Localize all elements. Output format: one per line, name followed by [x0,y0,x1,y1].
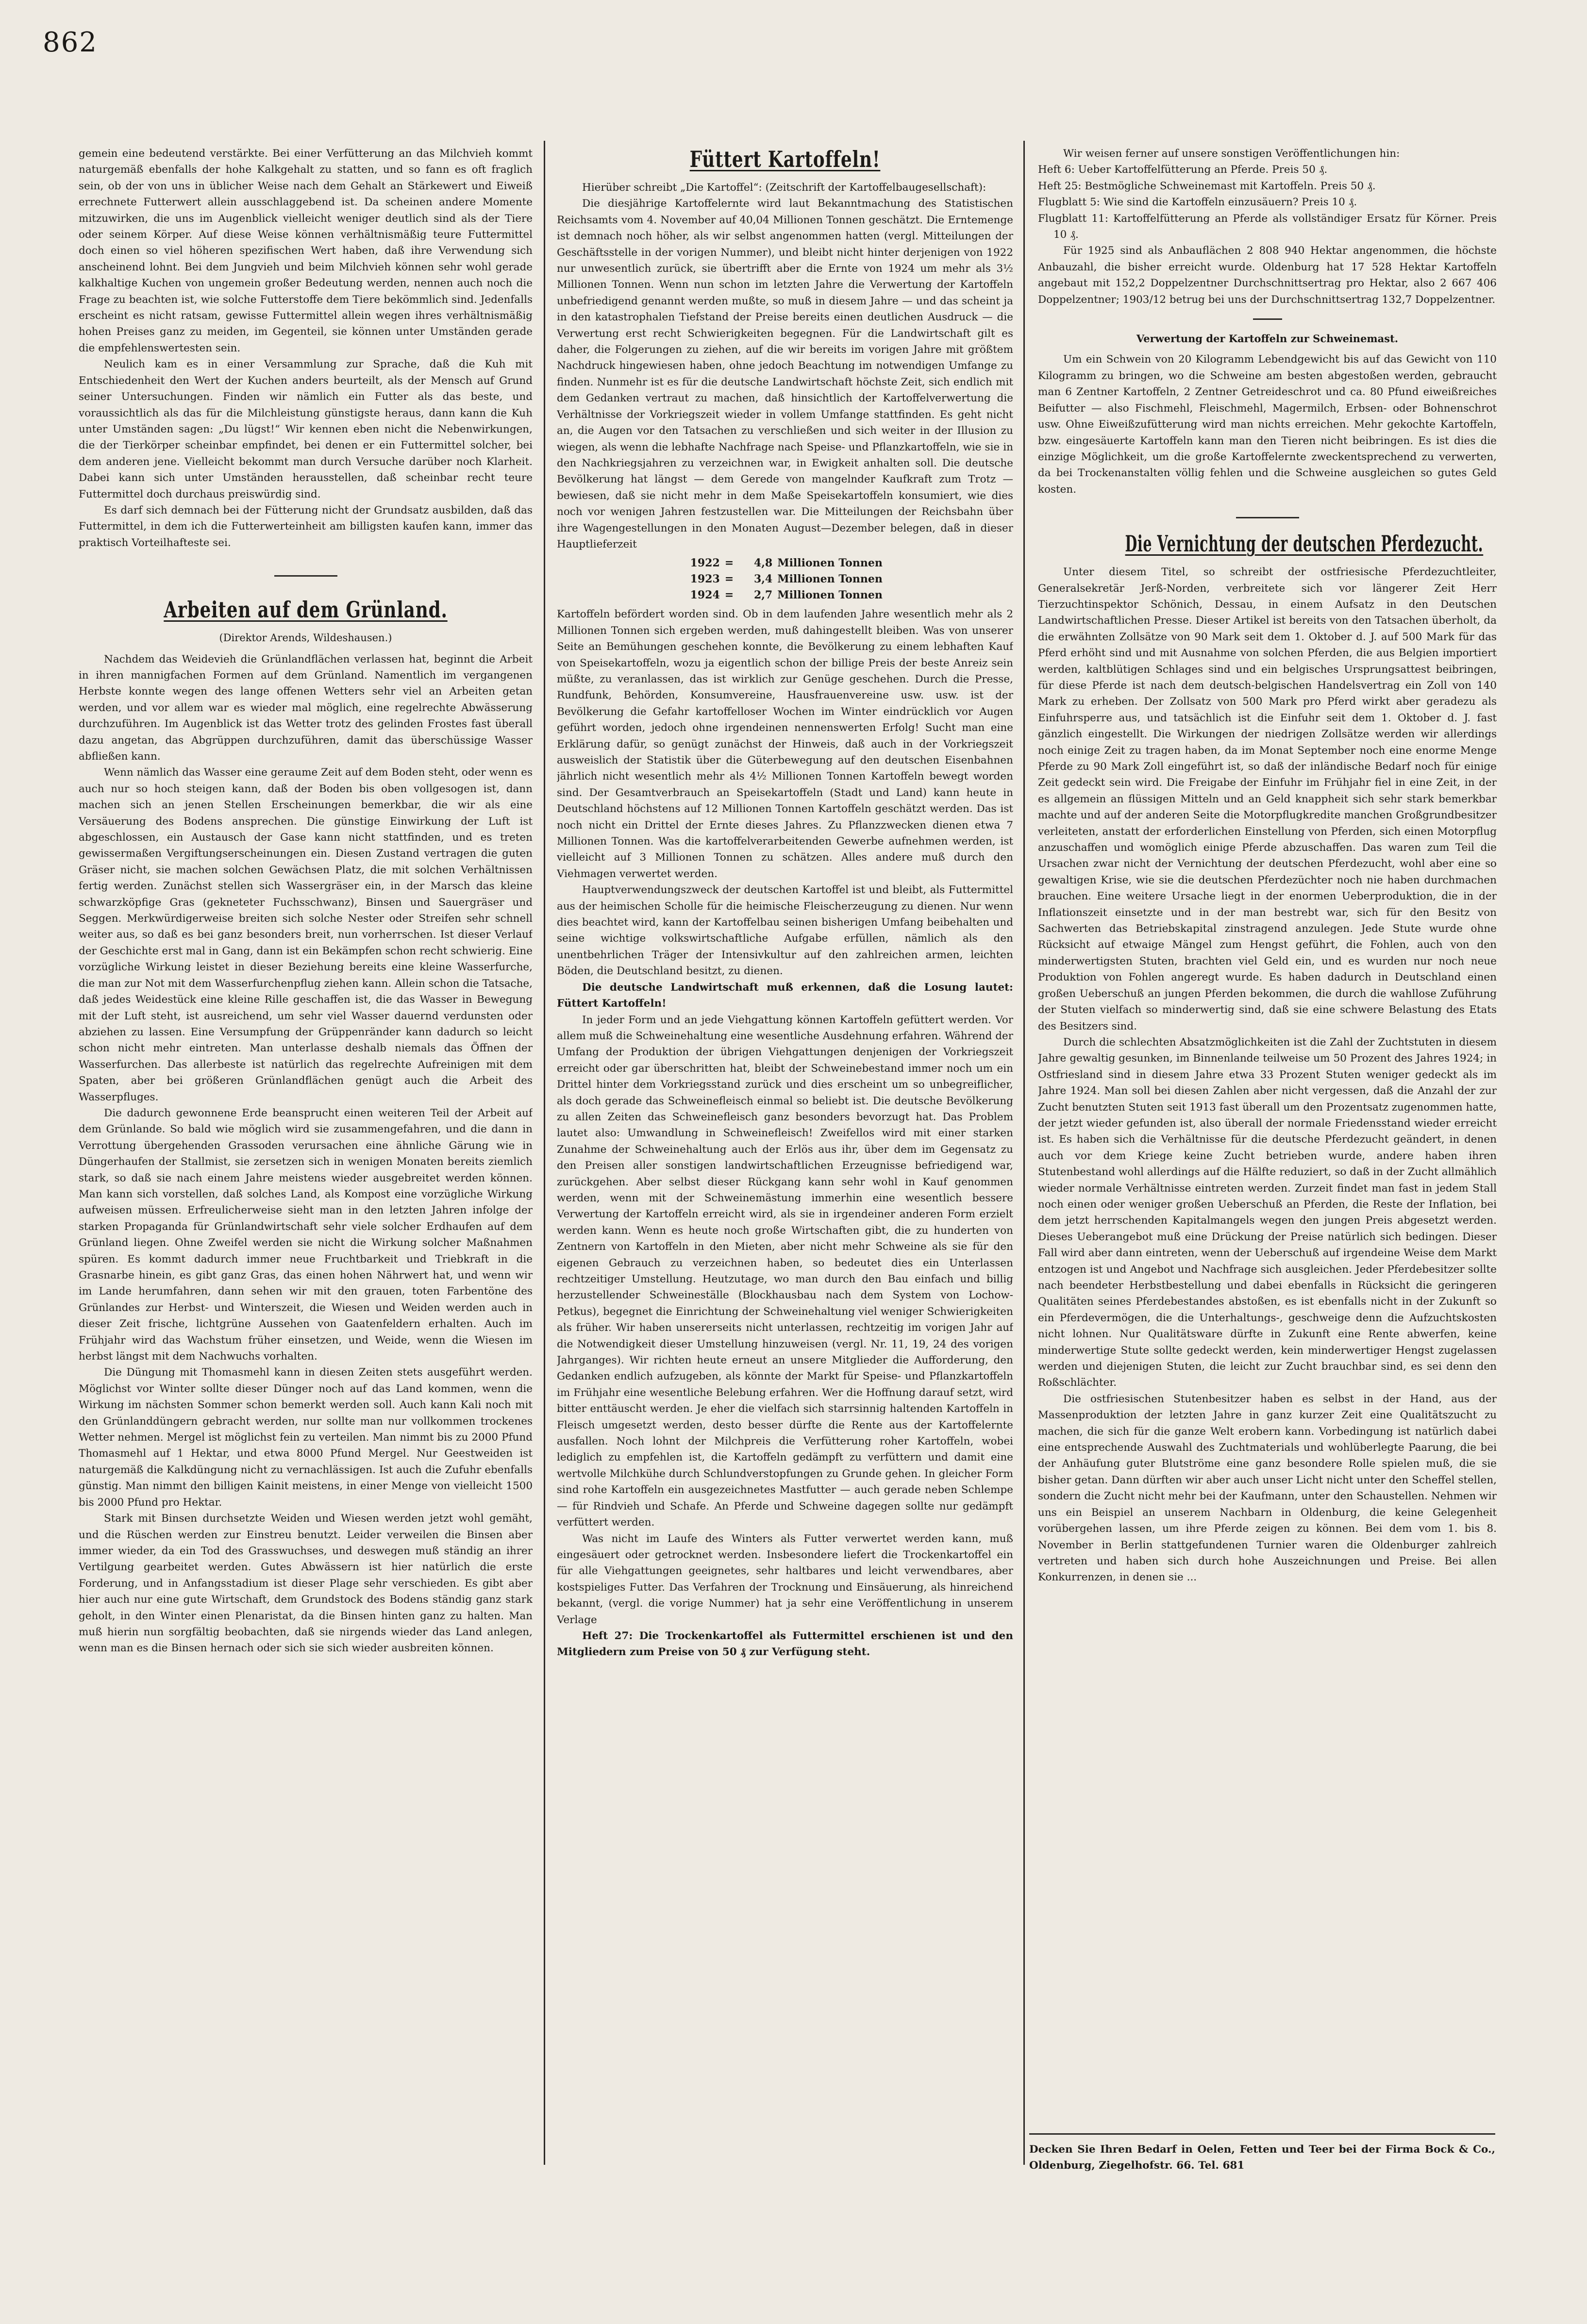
column-1 [79,146,533,2145]
publication-list [1038,162,1497,243]
paragraph: Heft 27: Die Trockenkartoffel als Futtermittel erschienen ist und den Mitgliedern zum Preise von 50 ₰ zur Verfügung steht. [557,1629,1013,1659]
paragraph: Kartoffeln befördert worden sind. Ob in dem laufenden Jahre wesentlich mehr als 2 Millionen Tonnen sich ergeben werden, muß dahingestellt bleiben. Was von unserer Seite an Bemühungen geschehen konnte, die Bevölkerung zu einem lebhaften Kauf von Speisekartoffeln, wozu ja eigentlich schon der billige Preis der beste Anreiz sein müßte, zu veranlassen, das ist wirklich zur Genüge geschehen. Durch die Presse, Rundfunk, Behörden, Konsumvereine, Hausfrauenvereine usw. usw. ist der Bevölkerung die Gefahr kartoffelloser Wochen im Winter eindrücklich vor Augen geführt worden, jedoch ohne irgendeinen nennenswerten Erfolg! Sucht man eine Erklärung dafür, so genügt zunächst der Hinweis, daß auch in der Vorkriegszeit ausweislich der Statistik über die Güterbewegung auf den deutschen Eisenbahnen jährlich nicht wesentlich mehr als 4½ Millionen Tonnen Kartoffeln bewegt worden sind. Der Gesamtverbrauch an Speisekartoffeln (Stadt und Land) kann heute in Deutschland höchstens auf 12 Millionen Tonnen Kartoffeln geschätzt werden. Das ist noch nicht ein Drittel der Ernte dieses Jahres. Zu Pflanzzwecken dienen etwa 7 Millionen Tonnen. Was die kartoffelverarbeitenden Gewerbe aufnehmen werden, ist vielleicht auf 3 Millionen Tonnen zu schätzen. Alles andere muß durch den Viehmagen verwertet werden. [557,608,1013,880]
unit-cell: Millionen Tonnen [777,557,883,570]
paragraph: Um ein Schwein von 20 Kilogramm Lebendgewicht bis auf das Gewicht von 110 Kilogramm zu bringen, wo die Schweine am besten abgestoßen werden, gebraucht man 6 Zentner Kartoffeln, 2 Zentner Getreideschrot und ca. 80 Pfund eiweißreiches Beifutter — also Fischmehl, Fleischmehl, Magermilch, Erbsen- oder Bohnenschrot usw. Ohne Eiweißzufütterung wird man nichts erreichen. Mehr gekochte Kartoffeln, bzw. eingesäuerte Kartoffeln kann man den Tieren nicht beibringen. Es ist dies die einzige Möglichkeit, um die große Kartoffelernte zweckentsprechend zu verwerten, da bei Trockenanstalten völlig fehlen und die Schweine ausgleichen so gutes Geld kosten. [1038,353,1497,496]
separator-rule [274,575,337,577]
column-rule [1023,141,1025,2165]
table-row: 1924 = 2,7 Millionen Tonnen [557,587,1013,603]
value-cell: 2,7 [753,589,773,602]
list-item: Heft 25: Bestmögliche Schweinemast mit Kartoffeln. Preis 50 ₰. [1038,180,1376,192]
value-cell: 4,8 [753,557,773,570]
paragraph: Neulich kam es in einer Versammlung zur Sprache, daß die Kuh mit Entschiedenheit den Wert der Kuchen anders beurteilt, als der Mensch auf Grund seiner Untersuchungen. Finden wir nämlich ein Futter als das beste, und voraussichtlich als das für die Milchleistung günstigste heraus, dann kann die Kuh unter Umständen sagen: „Du lügst!“ Wir kennen eben nicht die Nebenwirkungen, die der Tierkörper scheinbar empfindet, bei denen er ein Futtermittel solcher, bei dem anderen jene. Vielleicht bekommt man durch Versuche darüber noch Klarheit. Dabei kann sich unter Umständen herausstellen, daß scheinbar recht teure Futtermittel doch durchaus preiswürdig sind. [79,358,533,500]
paragraph: Die diesjährige Kartoffelernte wird laut Bekanntmachung des Statistischen Reichsamts vom 4. November auf 40,04 Millionen Tonnen geschätzt. Die Erntemenge ist demnach noch höher, als wir selbst angenommen hatten (vergl. Mitteilungen der Geschäftsstelle in der vorigen Nummer), und bleibt nicht hinter derjenigen von 1922 nur unwesentlich zurück, sie übertrifft aber die Ernte von 1924 um mehr als 3½ Millionen Tonnen. Wenn nun schon im letzten Jahre die Verwertung der Kartoffeln unbefriedigend genannt werden mußte, so muß in diesem Jahre — und das scheint ja in den katastrophalen Tiefstand der Preise bereits einen deutlichen Ausdruck — die Verwertung erst recht Schwierigkeiten begegnen. Für die Landwirtschaft gilt es daher, die Folgerungen zu ziehen, auf die wir bereits im vorigen Jahre mit größtem Nachdruck hingewiesen haben, ohne jedoch Beachtung im notwendigen Umfange zu finden. Nunmehr ist es für die deutsche Landwirtschaft höchste Zeit, sich endlich mit dem Gedanken vertraut zu machen, daß hinsichtlich der Kartoffelverwertung die Verhältnisse der Vorkriegszeit wieder in vollem Umfange stattfinden. Es geht nicht an, die Augen vor den Tatsachen zu verschließen und sich weiter in der Illusion zu wiegen, als wenn die lebhafte Nachfrage nach Speise- und Pflanzkartoffeln, wie sie in den Nachkriegsjahren zu verzeichnen war, in Ewigkeit anhalten soll. Die deutsche Bevölkerung hat längst — dem Gerede von mangelnder Kaufkraft zum Trotz — bewiesen, daß sie nicht mehr in dem Maße Speisekartoffeln konsumiert, wie dies noch vor wenigen Jahren festzustellen war. Die Mitteilungen der Reichsbahn über ihre Wagengestellungen in den Monaten August—Dezember belegen, daß in dieser Hauptlieferzeit [557,198,1013,550]
paragraph: Nachdem das Weidevieh die Grünlandflächen verlassen hat, beginnt die Arbeit in ihren mannigfachen Formen auf dem Grünland. Namentlich im vergangenen Herbste konnte wegen des lange offenen Wetters sehr viel an Arbeiten getan werden, und vor allem war es wieder mal möglich, eine regelrechte Abwässerung durchzuführen. Im Augenblick ist das Wetter trotz des gelinden Frostes fast überall dazu angetan, das Abgrüppen durchzuführen, damit das überschüssige Wasser abfließen kann. [79,653,533,763]
paragraph: In jeder Form und an jede Viehgattung können Kartoffeln gefüttert werden. Vor allem muß die Schweinehaltung eine wesentliche Ausdehnung erfahren. Während der Umfang der Produktion der übrigen Viehgattungen denjenigen der Vorkriegszeit erreicht oder gar überschritten hat, bleibt der Schweinebestand immer noch um ein Drittel hinter dem Vorkriegsstand zurück und dies erscheint um so unbegreiflicher, als doch gerade das Schweinefleisch einmal so beliebt ist. Die deutsche Bevölkerung zu allen Zeiten das Schweinefleisch ganz besonders bevorzugt hat. Das Problem lautet also: Umwandlung in Schweinefleisch! Zweifellos wird mit einer starken Zunahme der Schweinehaltung auch der Erlös aus ihr, über dem im Gegensatz zu den Preisen aller sonstigen landwirtschaftlichen Erzeugnisse befriedigend war, zurückgehen. Aber selbst dieser Rückgang kann sehr wohl in Kauf genommen werden, wenn mit der Schweinemästung immerhin eine wesentlich bessere Verwertung der Kartoffeln erreicht wird, als sie in irgendeiner anderen Form erzielt werden kann. Wenn es heute noch große Wirtschaften gibt, die zu hunderten von Zentnern von Kartoffeln in den Mieten, aber nicht mehr Schweine als sie für den eigenen Gebrauch zu verzeichnen haben, so bedeutet dies ein Unterlassen rechtzeitiger Umstellung. Heutzutage, wo man durch den Bau einfach und billig herzustellender Schweineställe (Blockhausbau nach dem System von Lochow-Petkus), begegnet die Einrichtung der Schweinehaltung viel weniger Schwierigkeiten als früher. Wir haben unsererseits nicht unterlassen, rechtzeitig im vorigen Jahr auf die Notwendigkeit dieser Umstellung hinzuweisen (vergl. Nr. 11, 19, 24 des vorigen Jahrganges). Wir richten heute erneut an unsere Mitglieder die Aufforderung, den Gedanken endlich aufzugeben, als könnte der Markt für Speise- und Pflanzkartoffeln im Frühjahr eine wesentliche Belebung erfahren. Wer die Hoffnung darauf setzt, wird bitter enttäuscht werden. Je eher die vielfach sich starrsinnig haltenden Kartoffeln in Fleisch umgesetzt werden, desto besser dürfte die Rente aus der Kartoffelernte ausfallen. Noch lohnt der Milchpreis die Verfütterung roher Kartoffeln, wobei lediglich zu empfehlen ist, die Kartoffeln gedämpft zu verfüttern und damit eine wertvolle Milchkühe durch Schlundverstopfungen zu Grunde gehen. In gleicher Form sind rohe Kartoffeln ein ausgezeichnetes Mastfutter — auch gerade neben Schlempe — für Rindvieh und Schafe. An Pferde und Schweine dagegen sollte nur gedämpft verfüttert werden. [557,1013,1013,1529]
subheading: Verwertung der Kartoffeln zur Schweinemast. [1136,332,1399,345]
paragraph: Die deutsche Landwirtschaft muß erkennen, daß die Losung lautet: Füttert Kartoffeln! [557,981,1013,1010]
paragraph: Die ostfriesischen Stutenbesitzer haben es selbst in der Hand, aus der Massenproduktion der letzten Jahre in ganz kurzer Zeit eine Qualitätszucht zu machen, die sich für die ganze Welt erobern kann. Vorbedingung ist natürlich dabei eine entsprechende Auswahl des Zuchtmaterials und wohlüberlegte Paarung, die bei der Anhäufung guter Blutströme eine ganz besondere Rolle spielen muß, die sie bisher getan. Dann dürften wir aber auch unser Licht nicht unter den Scheffel stellen, sondern die Zucht nicht mehr bei der Kaufmann, unter den Schaustellen. Nehmen wir uns ein Beispiel an unserem Nachbarn in Oldenburg, die keine Gelegenheit vorübergehen lassen, um ihre Pferde zeigen zu können. Bei dem vom 1. bis 8. November in Berlin stattgefundenen Turnier waren die Oldenburger zahlreich vertreten und haben sich durch hohe Auszeichnungen und Preise. Bei allen Konkurrenzen, in denen sie ... [1038,1393,1497,1584]
article-byline: (Direktor Arends, Wildeshausen.) [219,632,392,644]
paragraph: Was nicht im Laufe des Winters als Futter verwertet werden kann, muß eingesäuert oder getrocknet werden. Insbesondere liefert die Trockenkartoffel ein für alle Viehgattungen geeignetes, sehr haltbares und leicht verwendbares, aber kostspieliges Futter. Das Verfahren der Trocknung und Einsäuerung, als hinreichend bekannt, (vergl. die vorige Nummer) hat ja sehr eine Veröffentlichung in unserem Verlage [557,1532,1013,1626]
paragraph: Hierüber schreibt „Die Kartoffel“: (Zeitschrift der Kartoffelbaugesellschaft): [582,182,986,194]
paragraph: Stark mit Binsen durchsetzte Weiden und Wiesen werden jetzt wohl gemäht, und die Rüschen werden zur Einstreu benutzt. Leider verweilen die Binsen aber immer wieder, da ein Tod des Grasswuchses, und deswegen muß ständig an ihrer Vertilgung gearbeitet werden. Gutes Abwässern ist hier natürlich die erste Forderung, und in Anfangsstadium ist dieser Plage sehr verschieden. Es gibt aber hier auch nur eine gute Wirtschaft, dem Grundstock des Bodens ständig ganz stark geholt, in den Winter einen Plenaristat, da die Binsen hinten ganz zu halten. Man muß hierin nun sorgfältig beobachten, daß sie nirgends wieder das Land anlegen, wenn man es die Binsen hernach oder sich sie sich wieder ausbreiten können. [79,1512,533,1655]
paragraph: Durch die schlechten Absatzmöglichkeiten ist die Zahl der Zuchtstuten in diesem Jahre gewaltig gesunken, im Binnenlande teilweise um 50 Prozent des Jahres 1924; in Ostfriesland sind in diesem Jahre etwa 33 Prozent Stuten weniger gedeckt als im Jahre 1924. Man soll bei diesen Zahlen aber nicht vergessen, daß die Anzahl der zur Zucht benutzten Stuten seit 1913 fast überall um den Prozentsatz zugenommen hatte, der jetzt wieder gefunden ist, also überall der normale Friedensstand wieder erreicht ist. Es haben sich die Verhältnisse für die deutsche Pferdezucht geändert, in denen auch vor dem Kriege keine Zucht betrieben wurde, andere haben ihren Stutenbestand wohl allerdings auf die Hälfte reduziert, so daß in der Zucht allmählich wieder normale Verhältnisse eintreten werden. Zurzeit findet man fast in jedem Stall noch einen oder weniger großen Ueberschuß an Pferden, die Reste der Inflation, bei dem jetzt herrschenden Kapitalmangels wegen den jungen Preis abgesetzt werden. Dieses Ueberangebot muß eine Drückung der Preise natürlich sich bedingen. Dieser Fall wird aber dann eintreten, wenn der Ueberschuß auf irgendeine Weise dem Markt entzogen ist und Angebot und Nachfrage sich ausgleichen. Jeder Pferdebesitzer sollte nach beendeter Herbstbestellung und dabei ebenfalls in Rücksicht die geringeren Qualitäten seines Pferdebestandes abstoßen, es ist ebenfalls nicht in der Zukunft so ein Pferdevermögen, die die Unterhaltungs-, geschweige denn die Aufzuchtskosten nicht lohnen. Nur Qualitätsware dürfte in Zukunft eine Rente abwerfen, keine minderwertige Stute sollte gedeckt werden, kein minderwertiger Hengst zugelassen werden und diejenigen Stuten, die leicht zur Zucht brauchbar sind, es sei denn den Roßschlächter. [1038,1036,1497,1389]
paragraph: Die Düngung mit Thomasmehl kann in diesen Zeiten stets ausgeführt werden. Möglichst vor Winter sollte dieser Dünger noch auf das Land kommen, wenn die Wirkung im nächsten Sommer schon bemerkt werden soll. Auch kann Kali noch mit den Grünlanddüngern gebracht werden, nur sollte man nur vollkommen trockenes Wetter nehmen. Mergel ist möglichst fein zu verteilen. Man nimmt bis zu 2000 Pfund Thomasmehl auf 1 Hektar, und etwa 8000 Pfund Mergel. Nur Geestweiden ist naturgemäß die Kalkdüngung nicht zu vernachlässigen. Ist auch die Zufuhr ebenfalls günstig. Man nimmt den billigen Kainit meistens, in einer Menge von vielleicht 1500 bis 2000 Pfund pro Hektar. [79,1366,533,1509]
paragraph: Unter diesem Titel, so schreibt der ostfriesische Pferdezuchtleiter, Generalsekretär Jerß-Norden, verbreitete sich vor längerer Zeit Herr Tierzuchtinspektor Schönich, Dessau, in einem Aufsatz in den Deutschen Landwirtschaftlichen Presse. Dieser Artikel ist bereits von den Tatsachen überholt, da die erwähnten Zollsätze von 90 Mark seit dem 1. Oktober d. J. auf 500 Mark für das Pferd erhöht sind und mit Ausnahme von solchen Pferden, die aus Belgien importiert werden, kaltblütigen Schlages sind und ein belgisches Ursprungsattest beibringen, für diese Pferde ist nach dem deutsch-belgischen Handelsvertrag ein Zoll von 140 Mark zu erheben. Der Zollsatz von 500 Mark pro Pferd wirkt aber geradezu als Einfuhrsperre aus, und tatsächlich ist die Einfuhr seit dem 1. Oktober d. J. fast gänzlich eingestellt. Die Wirkungen der niedrigen Zollsätze werden wir allerdings noch einige Zeit zu tragen haben, da im Monat September noch eine enorme Menge Pferde zu 90 Mark Zoll eingeführt ist, so daß der inländische Bedarf noch für einige Zeit gedeckt sein wird. Die Freigabe der Einfuhr im Frühjahr fiel in eine Zeit, in der es allgemein an flüssigen Mitteln und an Geld knappheit sich sehr stark bemerkbar machte und auf der anderen Seite die Motorpflugkredite manchen Großgrundbesitzer verleiteten, anstatt der erforderlichen Einstellung von Pferden, sich einen Motorpflug anzuschaffen und womöglich einige Pferde abzuschaffen. Das waren zum Teil die Ursachen zwar nicht der Vernichtung der deutschen Pferdezucht, wohl aber eine so gewaltigen Krise, wie sie die deutschen Pferdezüchter noch nie haben durchmachen brauchen. Eine weitere Ursache liegt in der enormen Ueberproduktion, die in der Inflationszeit einsetzte und in der man bestrebt war, sich für den Besitz von Sachwerten das Betriebskapital zinstragend anzulegen. Jede Stute wurde ohne Rücksicht auf etwaige Mängel zum Hengst geführt, die Fohlen, auch von den minderwertigsten Stuten, brachten viel Geld ein, und es wurden nur noch neue Produktion von Fohlen angeregt wurde. Es haben dadurch in Deutschland einen großen Ueberschuß an jungen Pferden bekommen, die durch die wahllose Zuführung der Stuten vielfach so minderwertig sind, daß sie eine schwere Belastung des Etats des Besitzers sind. [1038,566,1497,1032]
tonnage-table [557,555,1013,603]
column-2 [557,140,1013,2140]
article-title: Arbeiten auf dem Grünland. [164,597,448,623]
separator-rule [1253,318,1282,320]
year-cell: 1922 [690,557,720,570]
paragraph: Die dadurch gewonnene Erde beansprucht einen weiteren Teil der Arbeit auf dem Grünlande. So bald wie möglich wird sie zusammengefahren, und die dann in Verrottung übergehenden Grassoden verursachen eine ähnliche Gärung wie in Düngerhaufen der Stallmist, sie zersetzen sich in wenigen Monaten bereits ziemlich stark, so daß sie nach einem Jahre meistens wieder ausgebreitet werden können. Man kann sich vorstellen, daß solches Land, als Kompost eine vorzügliche Wirkung aufweisen müssen. Erfreulicherweise sieht man in den letzten Jahren infolge der starken Propaganda für Grünlandwirtschaft sehr viele solcher Erdhaufen auf dem Grünland liegen. Ohne Zweifel werden sie nicht die Wirkung solcher Maßnahmen spüren. Es kommt dadurch immer neue Fruchtbarkeit und Triebkraft in die Grasnarbe hinein, es gibt ganz Gras, das einen hohen Nährwert hat, und wenn wir im Lande herumfahren, dann sehen wir mit den grauen, toten Farbentöne des Grünlandes zur Herbst- und Winterszeit, die Wiesen und Weiden werden auch in dieser Zeit frische, lichtgrüne Aussehen von Gaatenfeldern erhalten. Auch im Frühjahr wird das Wachstum früher einsetzen, und Weide, wenn die Wiesen im herbst längst mit dem Nachwuchs vorhalten. [79,1107,533,1363]
separator-rule [1236,517,1299,518]
article-title: Die Vernichtung der deutschen Pferdezucht. [1125,531,1484,557]
paragraph: Es darf sich demnach bei der Fütterung nicht der Grundsatz ausbilden, daß das Futtermittel, in dem ich die Futterwerteinheit am billigsten kaufen kann, immer das praktisch Vorteilhafteste sei. [79,504,533,549]
article-title: Füttert Kartoffeln! [689,146,881,172]
table-row: 1923 = 3,4 Millionen Tonnen [557,571,1013,587]
column-3 [1038,146,1497,2145]
paragraph: gemein eine bedeutend verstärkte. Bei einer Verfütterung an das Milchvieh kommt naturgemäß ebenfalls der hohe Kalkgehalt zu statten, und so fann es oft fraglich sein, ob der von uns in üblicher Weise nach dem Gehalt an Stärkewert und Eiweiß errechnete Futterwert allein ausschlaggebend ist. Da scheinen andere Momente mitzuwirken, die uns im Augenblick vielleicht weniger deutlich sind als der Tiere oder seinem Körper. Auf diese Weise können verhältnismäßig teure Futtermittel doch einen so viel höheren spezifischen Wert haben, daß ihre Verwendung sich anscheinend lohnt. Bei dem Jungvieh und beim Milchvieh können sehr wohl gerade kalkhaltige Kuchen von ungemein großer Bedeutung werden, nennen auch noch die Frage zu beachten ist, wie solche Futterstoffe dem Tiere bekömmlich sind. Jedenfalls erscheint es nicht ratsam, gewisse Futtermittel allein wegen ihres verhältnismäßig hohen Preises ganz zu meiden, im Gegenteil, sie können unter Umständen gerade die empfehlenswertesten sein. [79,148,533,354]
table-row: 1922 = 4,8 Millionen Tonnen [557,555,1013,571]
unit-cell: Millionen Tonnen [777,573,883,586]
value-cell: 3,4 [753,573,773,586]
column-rule [544,141,545,2165]
list-item: Flugblatt 11: Kartoffelfütterung an Pferde als vollständiger Ersatz für Körner. Preis 10 ₰. [1038,212,1497,241]
list-item: Flugblatt 5: Wie sind die Kartoffeln einzusäuern? Preis 10 ₰. [1038,196,1357,209]
list-item: Heft 6: Ueber Kartoffelfütterung an Pferde. Preis 50 ₰. [1038,164,1328,176]
year-cell: 1924 [690,589,720,602]
advertisement: Decken Sie Ihren Bedarf in Oelen, Fetten und Teer bei der Firma Bock & Co., Oldenburg, Ziegelhofstr. 66. Tel. 681 [1029,2133,1495,2174]
paragraph: Hauptverwendungszweck der deutschen Kartoffel ist und bleibt, als Futtermittel aus der heimischen Scholle für die heimische Fleischerzeugung zu dienen. Nur wenn dies beachtet wird, kann der Kartoffelbau seinen bisherigen Umfang beibehalten und seine wichtige volkswirtschaftliche Aufgabe erfüllen, nämlich als den unentbehrlichen Träger der Intensivkultur auf den zahlreichen armen, leichten Böden, die Deutschland besitzt, zu dienen. [557,884,1013,978]
paragraph: Wir weisen ferner auf unsere sonstigen Veröffentlichungen hin: [1063,148,1400,160]
unit-cell: Millionen Tonnen [777,589,883,602]
page-number: 862 [43,27,98,58]
paragraph: Wenn nämlich das Wasser eine geraume Zeit auf dem Boden steht, oder wenn es auch nur so hoch steigen kann, daß der Boden bis oben vollgesogen ist, dann machen sich an jenen Stellen Erscheinungen bemerkbar, die wir als eine Versäuerung des Bodens ansprechen. Die günstige Einwirkung der Luft ist abgeschlossen, ein Austausch der Gase kann nicht stattfinden, und es treten gewissermaßen Vergiftungserscheinungen ein. Diesen Zustand vertragen die guten Gräser nicht, sie machen solchen Gewächsen Platz, die mit solchen Verhältnissen fertig werden. Zunächst stellen sich Wassergräser ein, in der Marsch das kleine schwarzköpfige Gras (gekneteter Fuchsschwanz), Binsen und Sauergräser und Seggen. Merkwürdigerweise breiten sich solche Nester oder Streifen sehr schnell weiter aus, so daß es bei ganz besonders breit, nun vorherrschen. Ist dieser Verlauf der Geschichte erst mal in Gang, dann ist ein Bekämpfen schon recht schwierig. Eine vorzügliche Wirkung leistet in dieser Beziehung bereits eine kleine Wasserfurche, die man zur Not mit dem Wasserfurchenpflug ziehen kann. Allein schon die Tatsache, daß jedes Weidestück eine kleine Rille geschaffen ist, die das Wasser in Bewegung mit der Luft steht, ist ausreichend, um sehr viel Wasser dauernd verdunsten oder abziehen zu lassen. Eine Versumpfung der Grüppenränder kann dadurch so leicht schon nicht mehr eintreten. Man unterlasse deshalb niemals das Öffnen der Wasserfurchen. Das allerbeste ist natürlich das regelrechte Aufreinigen mit dem Spaten, aber bei größeren Grünlandflächen genügt auch die Arbeit des Wasserpfluges. [79,766,533,1103]
year-cell: 1923 [690,573,720,586]
paragraph: Für 1925 sind als Anbauflächen 2 808 940 Hektar angenommen, die höchste Anbauzahl, die bisher erreicht wurde. Oldenburg hat 17 528 Hektar Kartoffeln angebaut mit 152,2 Doppelzentner Durchschnittsertrag pro Hektar, also 2 667 406 Doppelzentner; 1903/12 betrug bei uns der Durchschnittsertrag 132,7 Doppelzentner. [1038,245,1497,306]
